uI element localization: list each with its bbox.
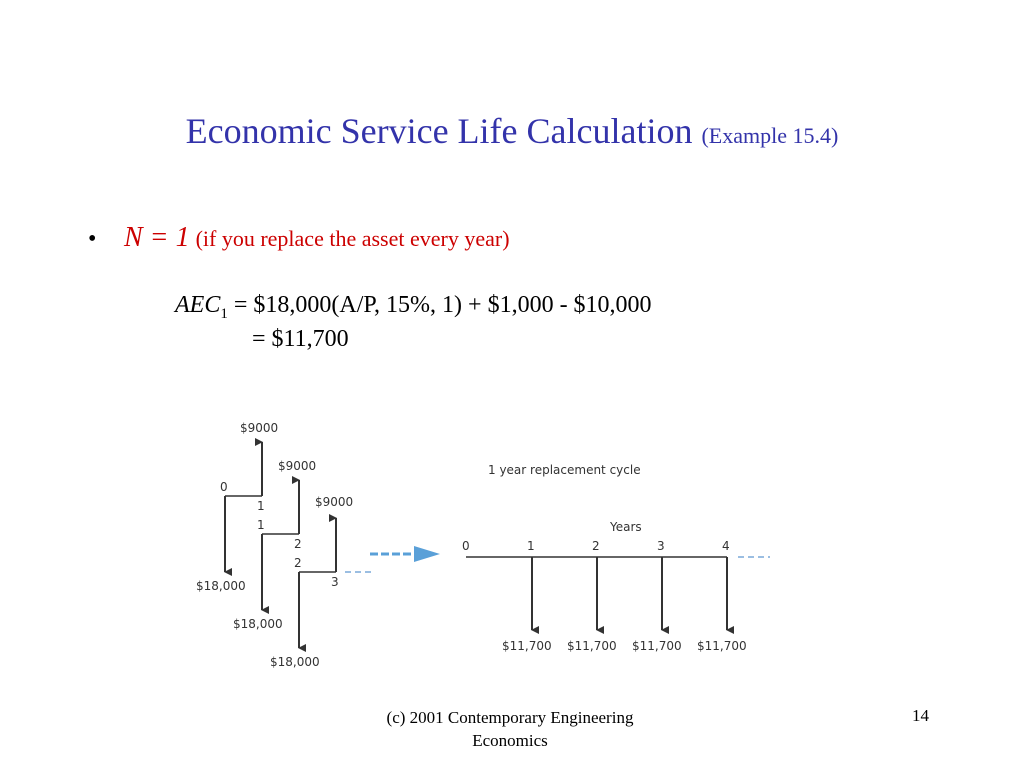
cycle-3-down-label: $18,000 <box>270 655 320 669</box>
right-diagram-title: 1 year replacement cycle <box>488 463 641 477</box>
cycle-2 <box>233 459 316 631</box>
bullet-dot: • <box>88 226 97 252</box>
equation-aec: AEC <box>175 292 221 318</box>
left-cycles-diagram <box>196 421 375 669</box>
tick-label-0: 0 <box>462 539 470 553</box>
payment-label-1: $11,700 <box>502 639 552 653</box>
title-example-ref: (Example 15.4) <box>701 123 839 148</box>
right-aec-diagram <box>462 463 770 653</box>
page-number: 14 <box>912 706 929 725</box>
cycle-2-down-label: $18,000 <box>233 617 283 631</box>
payment-label-4: $11,700 <box>697 639 747 653</box>
cycle-3-up-label: $9000 <box>315 495 354 509</box>
transition-arrow-icon <box>370 546 440 562</box>
payment-label-2: $11,700 <box>567 639 617 653</box>
cycle-1-end-label: 1 <box>257 499 265 513</box>
cycle-1 <box>196 421 278 593</box>
bullet-description: (if you replace the asset every year) <box>195 226 510 251</box>
tick-label-2: 2 <box>592 539 600 553</box>
cycle-3-end-label: 3 <box>331 575 339 589</box>
payment-label-3: $11,700 <box>632 639 682 653</box>
equation-aec-subscript: 1 <box>220 305 228 322</box>
cycle-1-up-label: $9000 <box>240 421 279 435</box>
tick-label-1: 1 <box>527 539 535 553</box>
cycle-3-start-label: 2 <box>294 556 302 570</box>
cycle-2-end-label: 2 <box>294 537 302 551</box>
tick-label-3: 3 <box>657 539 665 553</box>
equation-line-1-rest: = $18,000(A/P, 15%, 1) + $1,000 - $10,000 <box>233 292 652 318</box>
tick-label-4: 4 <box>722 539 730 553</box>
cycle-1-start-label: 0 <box>220 480 228 494</box>
cycle-2-up-label: $9000 <box>278 459 317 473</box>
footer-copyright: (c) 2001 Contemporary Engineering Economics <box>386 708 634 750</box>
cycle-2-start-label: 1 <box>257 518 265 532</box>
cycle-1-down-label: $18,000 <box>196 579 246 593</box>
bullet-n-label: N = 1 <box>124 222 190 253</box>
years-axis-label: Years <box>610 520 642 534</box>
title-main: Economic Service Life Calculation <box>185 111 693 151</box>
equation-line-2: = $11,700 <box>252 326 349 352</box>
cycle-3 <box>270 495 375 669</box>
